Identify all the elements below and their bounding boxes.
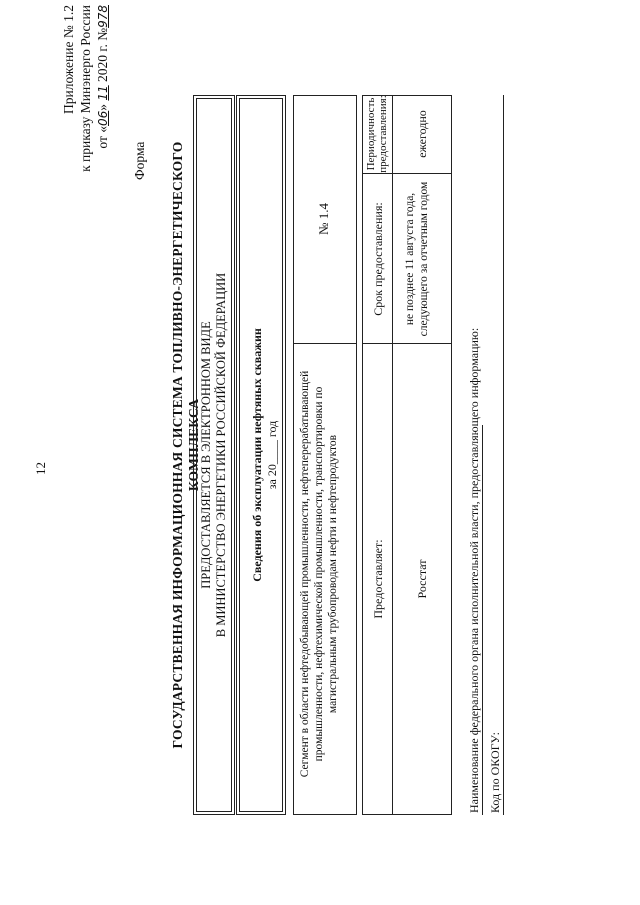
appendix-line-1: Приложение № 1.2 [61,5,76,114]
handwritten-day: 06 [96,110,110,126]
provided-electronically-box [193,95,235,815]
form-label: Форма [132,141,147,180]
okogu-field-line [503,95,504,815]
segment-text: Сегмент в области нефтедобывающей промышленности, нефтеперерабатывающей промышленности, нефтехимической промышленности, транспортировки по магистральным трубопроводам нефти и нефтепродуктов [299,370,339,778]
report-title-box [236,95,286,815]
form-number: № 1.4 [316,203,331,235]
main-title: ГОСУДАРСТВЕННАЯ ИНФОРМАЦИОННАЯ СИСТЕМА ТОПЛИВНО-ЭНЕРГЕТИЧЕСКОГО КОМПЛЕКСА [170,141,201,749]
handwritten-month: 11 [96,85,110,101]
table-value-periodicity: ежегодно [415,110,429,158]
authority-field-line [482,425,483,815]
report-period: за 20____ год [265,420,279,490]
table-value-deadline: не позднее 11 августа года, следующего за отчетным годом [404,181,430,337]
authority-label: Наименование федерального органа исполнительной власти, предоставляющего информацию: [467,327,481,813]
submission-table [362,95,452,815]
table-header-deadline: Срок предоставления: [371,202,385,316]
provided-line-1: ПРЕДОСТАВЛЯЕТСЯ В ЭЛЕКТРОННОМ ВИДЕ [199,321,213,589]
segment-box [293,95,357,815]
appendix-line-3: от «06» 11 2020 г. №978 [95,5,110,149]
handwritten-order-number: 978 [96,5,110,28]
appendix-header [60,5,112,225]
table-header-provider: Предоставляет: [371,539,385,619]
table-header-divider [392,96,393,814]
table-header-periodicity: Периодичность предоставления: [365,95,389,173]
page-number: 12 [33,462,48,475]
provided-line-2: В МИНИСТЕРСТВО ЭНЕРГЕТИКИ РОССИЙСКОЙ ФЕДЕРАЦИИ [214,272,228,638]
report-title: Сведения об эксплуатации нефтяных скважин [250,328,264,582]
table-value-provider: Росстат [415,559,429,599]
appendix-line-2: к приказу Минэнерго России [78,5,93,172]
okogu-label: Код по ОКОГУ: [488,732,502,813]
